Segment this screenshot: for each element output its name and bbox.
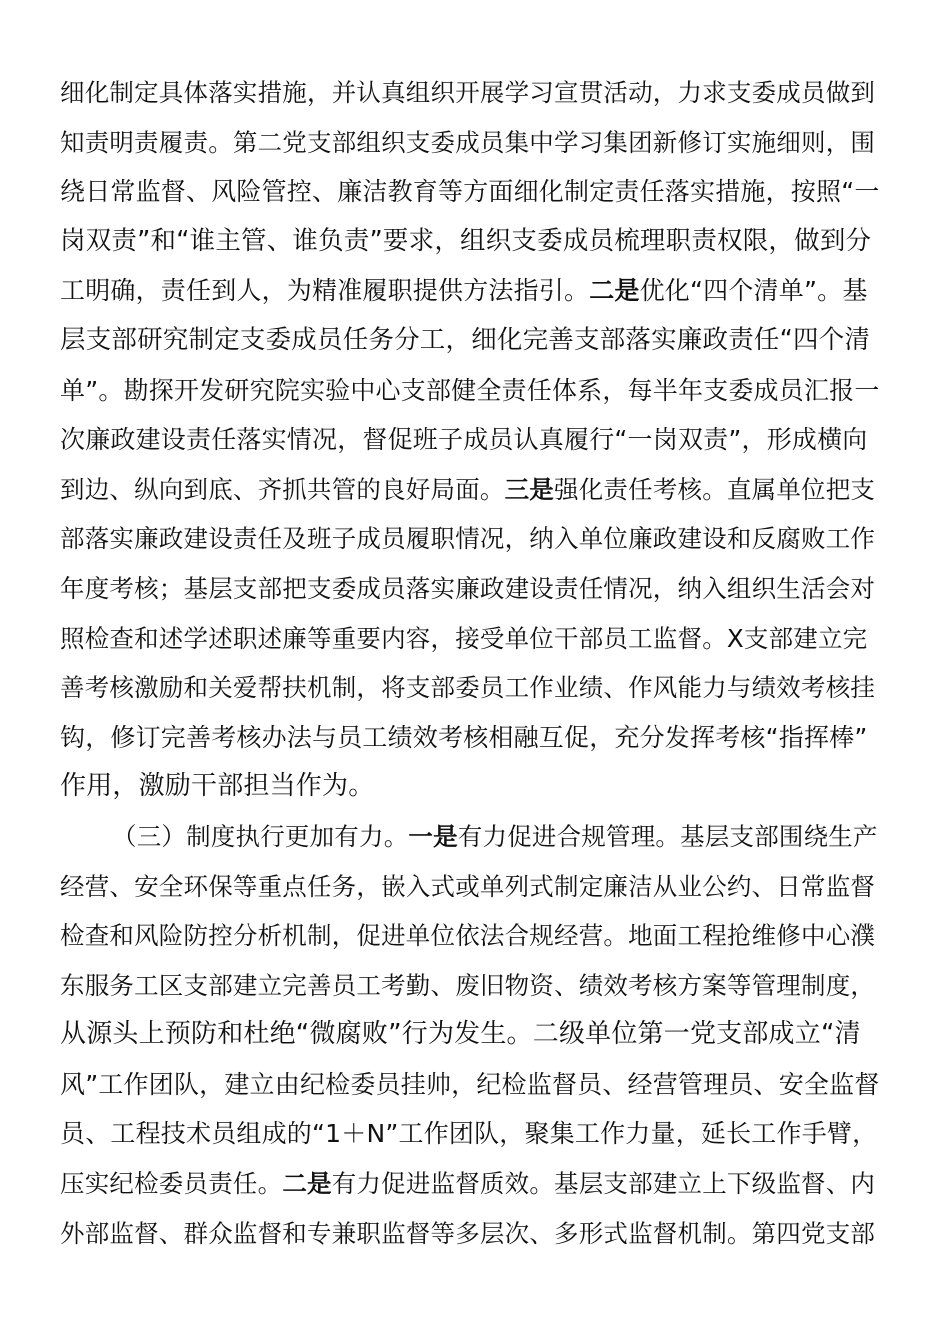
text-line <box>60 1109 880 1159</box>
text-line <box>60 1010 880 1060</box>
text-segment: 优化“四个清单”。基 <box>639 276 868 306</box>
text-segment: 员、工程技术员组成的“1＋N”工作团队，聚集工作力量，延长工作手臂， <box>60 1119 878 1149</box>
text-line <box>60 1209 880 1259</box>
text-segment: 工明确，责任到人，为精准履职提供方法指引。 <box>60 276 590 306</box>
bold-lead-phrase: 一是 <box>408 821 458 851</box>
text-segment: 层支部研究制定支委成员任务分工，细化完善支部落实廉政责任“四个清 <box>60 324 871 355</box>
text-segment: 钩，修订完善考核办法与员工绩效考核相融互促，充分发挥考核“指挥棒” <box>60 722 868 752</box>
text-line <box>60 366 880 416</box>
text-line <box>60 1159 880 1209</box>
text-segment: 岗双责”和“谁主管、谁负责”要求，组织支委成员梳理职责权限，做到分 <box>60 225 872 256</box>
text-segment: 单”。勘探开发研究院实验中心支部健全责任体系，每半年支委成员汇报一 <box>60 375 880 405</box>
text-segment: 从源头上预防和杜绝“微腐败”行为发生。二级单位第一党支部成立“清 <box>60 1019 861 1050</box>
text-line <box>60 614 880 664</box>
bold-lead-phrase: 三是 <box>504 474 555 504</box>
text-line <box>60 118 880 168</box>
text-line <box>60 167 880 217</box>
text-line <box>60 217 880 267</box>
text-segment: 细化制定具体落实措施，并认真组织开展学习宣贯活动，力求支委成员做到 <box>60 78 876 107</box>
text-segment: 检查和风险防控分析机制，促进单位依法合规经营。地面工程抢维修中心濮 <box>60 921 876 951</box>
text-segment: 作用，激励干部担当作为。 <box>60 771 375 802</box>
text-segment: 风”工作团队，建立由纪检委员挂帅，纪检监督员、经营管理员、安全监督 <box>60 1069 880 1099</box>
text-line <box>60 812 880 862</box>
text-segment: 强化责任考核。直属单位把支 <box>554 474 876 504</box>
bold-lead-phrase: 二是 <box>282 1169 332 1199</box>
text-segment: 照检查和述学述职述廉等重要内容，接受单位干部员工监督。X支部建立完 <box>60 623 868 653</box>
text-segment: 东服务工区支部建立完善员工考勤、废旧物资、绩效考核方案等管理制度， <box>60 970 876 1000</box>
text-segment: 压实纪检委员责任。 <box>60 1169 283 1199</box>
text-segment: 部落实廉政建设责任及班子成员履职情况，纳入单位廉政建设和反腐败工作 <box>60 524 876 554</box>
text-segment: 外部监督、群众监督和专兼职监督等多层次、多形式监督机制。第四党支部 <box>60 1218 876 1248</box>
text-line <box>60 514 880 564</box>
text-segment: 到边、纵向到底、齐抓共管的良好局面。 <box>60 474 505 504</box>
text-segment: 有力促进监督质效。基层支部建立上下级监督、内 <box>331 1169 876 1199</box>
text-segment: 经营、安全环保等重点任务，嵌入式或单列式制定廉洁从业公约、日常监督 <box>60 871 876 901</box>
text-line <box>60 415 880 465</box>
text-segment: 绕日常监督、风险管控、廉洁教育等方面细化制定责任落实措施，按照“一 <box>60 177 880 207</box>
text-line <box>60 564 880 614</box>
text-segment: 年度考核；基层支部把支委成员落实廉政建设责任情况，纳入组织生活会对 <box>60 573 876 603</box>
text-line <box>60 1060 880 1110</box>
text-line <box>60 316 880 366</box>
bold-lead-phrase: 二是 <box>589 276 640 306</box>
text-line <box>60 266 880 316</box>
text-line <box>60 713 880 763</box>
text-line <box>60 762 880 812</box>
text-segment: 知责明责履责。第二党支部组织支委成员集中学习集团新修订实施细则，围 <box>60 127 876 157</box>
text-segment: 次廉政建设责任落实情况，督促班子成员认真履行“一岗双责”，形成横向 <box>60 425 868 455</box>
text-line <box>60 465 880 515</box>
text-line <box>60 68 880 118</box>
text-segment: （三）制度执行更加有力。 <box>112 821 409 851</box>
text-line <box>60 862 880 912</box>
text-segment: 善考核激励和关爱帮扶机制，将支部委员工作业绩、作风能力与绩效考核挂 <box>60 673 876 703</box>
text-segment: 有力促进合规管理。基层支部围绕生产 <box>457 821 878 851</box>
text-line <box>60 961 880 1011</box>
text-line <box>60 663 880 713</box>
text-line <box>60 911 880 961</box>
document-page <box>60 68 880 1258</box>
